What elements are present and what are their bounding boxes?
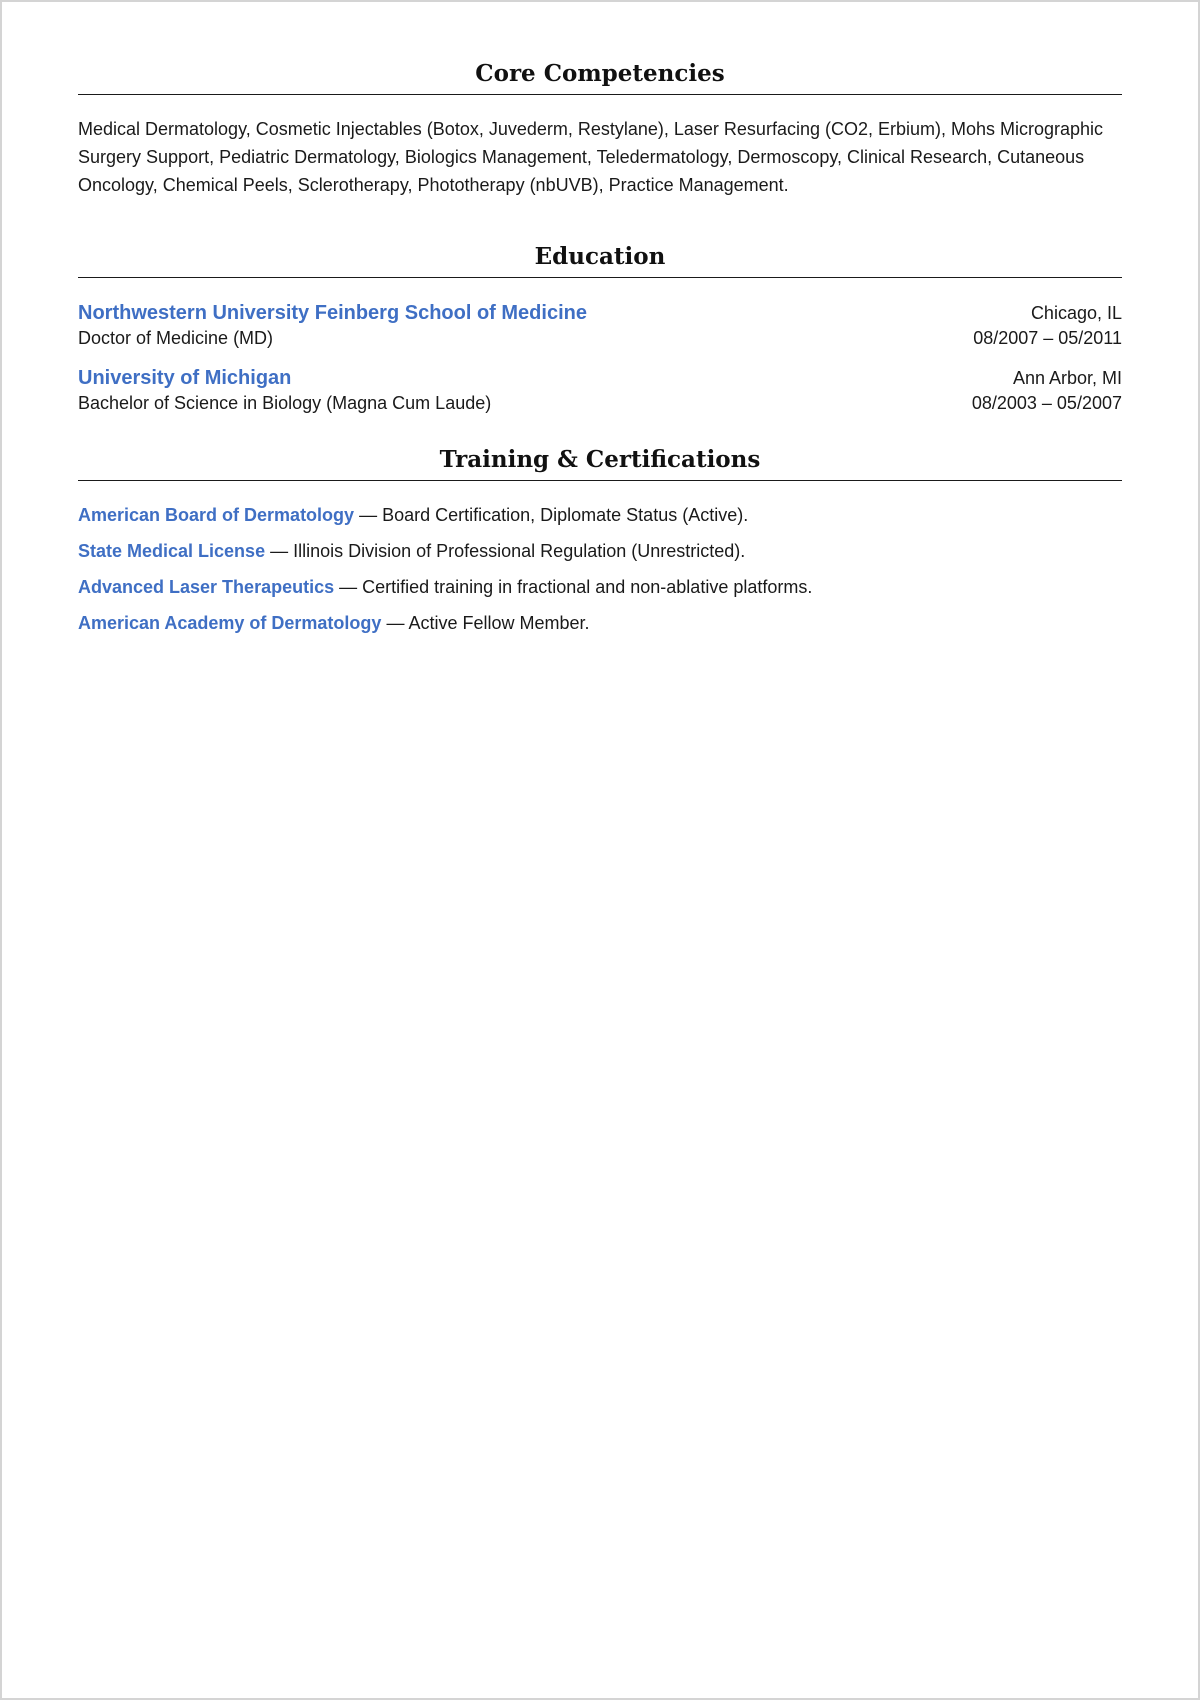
education-school: Northwestern University Feinberg School of Medicine xyxy=(78,302,587,324)
education-school: University of Michigan xyxy=(78,367,292,389)
certification-detail: — Active Fellow Member. xyxy=(381,613,590,633)
education-dates: 08/2003 – 05/2007 xyxy=(971,393,1122,413)
education-list xyxy=(78,300,1122,416)
education-item-right xyxy=(973,300,1122,351)
certification-item xyxy=(78,611,1122,635)
education-item-right xyxy=(972,365,1122,416)
certification-name: Advanced Laser Therapeutics xyxy=(78,577,335,597)
certification-item xyxy=(78,539,1122,563)
education-section xyxy=(78,243,1122,416)
certification-detail: — Certified training in fractional and non-ablative platforms. xyxy=(334,577,813,597)
education-item xyxy=(78,300,1122,351)
certification-name: American Academy of Dermatology xyxy=(78,613,382,633)
certifications-section xyxy=(78,446,1122,635)
section-title-education: Education xyxy=(78,243,1122,278)
education-location: Chicago, IL xyxy=(1030,303,1122,323)
certification-detail: — Board Certification, Diplomate Status (Active). xyxy=(354,505,749,525)
certification-item xyxy=(78,503,1122,527)
education-location: Ann Arbor, MI xyxy=(1012,368,1122,388)
certification-name: State Medical License xyxy=(78,541,266,561)
certifications-list xyxy=(78,503,1122,635)
education-item xyxy=(78,365,1122,416)
certification-name: American Board of Dermatology xyxy=(78,505,355,525)
education-degree: Bachelor of Science in Biology (Magna Cum Laude) xyxy=(78,393,492,413)
section-title-certifications: Training & Certifications xyxy=(78,446,1122,481)
core-competencies-section xyxy=(78,60,1122,199)
education-degree: Doctor of Medicine (MD) xyxy=(78,328,274,348)
competencies-text: Medical Dermatology, Cosmetic Injectables (Botox, Juvederm, Restylane), Laser Resurfacing (CO2, Erbium), Mohs Micrographic Surgery Support, Pediatric Dermatology, Biologics Management, Teledermatology, Dermoscopy, Clinical Research, Cutaneous Oncology, Chemical Peels, Sclerotherapy, Phototherapy (nbUVB), Practice Management. xyxy=(78,119,1104,195)
section-title-core-competencies: Core Competencies xyxy=(78,60,1122,95)
education-item-left xyxy=(78,365,491,416)
certification-detail: — Illinois Division of Professional Regulation (Unrestricted). xyxy=(265,541,746,561)
education-dates: 08/2007 – 05/2011 xyxy=(973,328,1122,348)
education-item-left xyxy=(78,300,587,351)
certification-item xyxy=(78,575,1122,599)
